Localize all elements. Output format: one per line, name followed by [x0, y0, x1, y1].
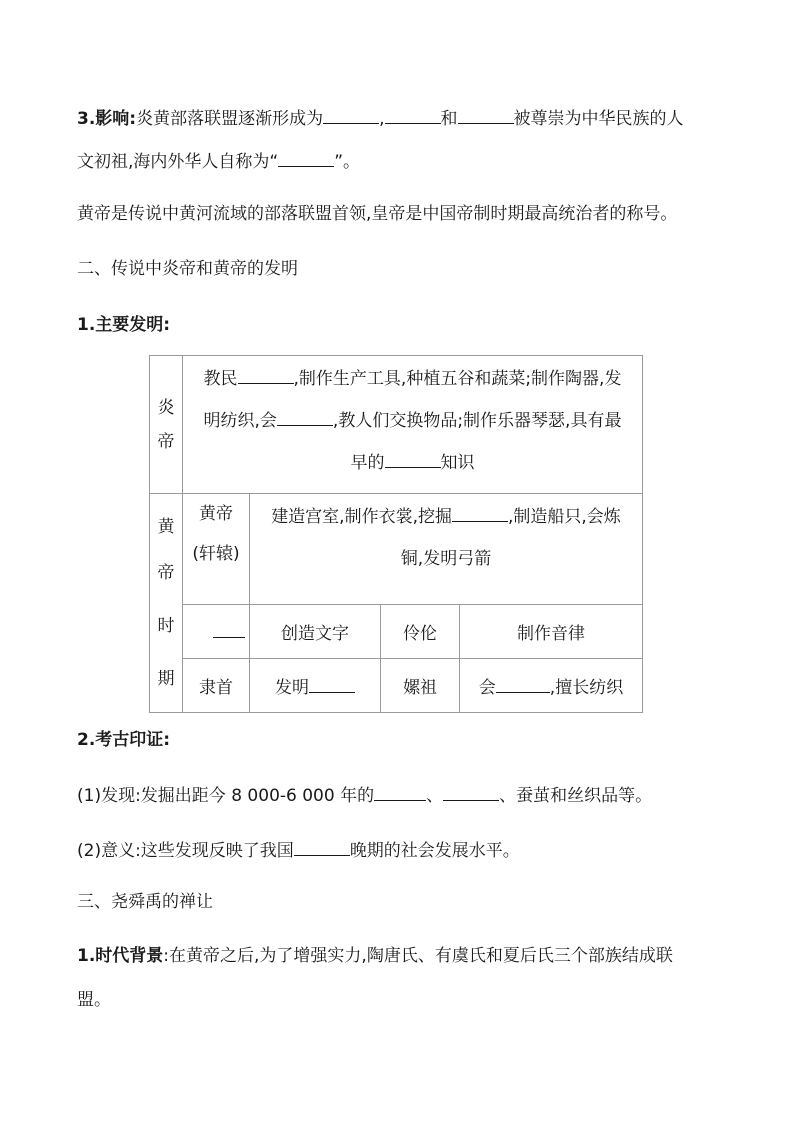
- section3-comma: ,: [379, 109, 385, 129]
- section3-line2: [77, 149, 360, 173]
- blank-14[interactable]: [294, 838, 350, 856]
- huangdi-text2: 铜,发明弓箭: [400, 549, 492, 569]
- yandi-text1b: ,制作生产工具,种植五谷和蔬菜;制作陶器,发: [293, 369, 622, 389]
- cangjie-blank-cell: [183, 605, 250, 659]
- meaning-text-b: 晚期的社会发展水平。: [349, 841, 520, 861]
- music-cell: 制作音律: [460, 605, 643, 659]
- blank-12[interactable]: [374, 783, 426, 801]
- huangdi-text1b: ,制造船只,会炼: [508, 507, 621, 527]
- blank-4[interactable]: [278, 149, 334, 167]
- inventions-label: 1.主要发明:: [77, 315, 171, 335]
- heading-abdication-section: 三、尧舜禹的禅让: [77, 892, 213, 912]
- huangdi-inventions-cell: [250, 494, 643, 605]
- yandi-text3a: 早的: [350, 453, 385, 473]
- blank-1[interactable]: [323, 106, 379, 124]
- huangdi-period-cell: [150, 494, 183, 713]
- period-char2: 帝: [157, 563, 175, 583]
- blank-3[interactable]: [458, 106, 514, 124]
- huangdi-name-cell: [183, 494, 250, 605]
- blank-8[interactable]: [452, 504, 508, 522]
- discovery-line: [77, 783, 652, 807]
- blank-7[interactable]: [385, 450, 441, 468]
- invent-text: 发明: [275, 678, 309, 698]
- create-text-cell: 创造文字: [250, 605, 381, 659]
- archaeology-label: 2.考古印证:: [77, 730, 171, 750]
- yandi-char1: 炎: [157, 397, 175, 418]
- hui-text: 会: [478, 678, 496, 698]
- huangdi-text1a: 建造宫室,制作衣裳,挖掘: [271, 507, 452, 527]
- blank-11[interactable]: [496, 675, 550, 693]
- section3-label: 3.影响:: [77, 109, 137, 129]
- period-char4: 期: [157, 669, 175, 689]
- discovery-sep: 、: [426, 786, 444, 806]
- background-line2: 盟。: [77, 990, 111, 1010]
- yandi-inventions-cell: [183, 356, 643, 494]
- yandi-text1a: 教民: [203, 369, 238, 389]
- section3-text4: 被尊崇为中华民族的人: [513, 109, 684, 129]
- background-text: :在黄帝之后,为了增强实力,陶唐氏、有虞氏和夏后氏三个部族结成联: [163, 946, 673, 966]
- meaning-text-a: (2)意义:这些发现反映了我国: [77, 841, 294, 861]
- period-char1: 黄: [157, 517, 175, 537]
- weaving-text: ,擅长纺织: [549, 678, 624, 698]
- blank-10[interactable]: [309, 675, 355, 693]
- linglun-cell: 伶伦: [381, 605, 460, 659]
- discovery-text-a: (1)发现:发掘出距今 8 000-6 000 年的: [77, 786, 375, 806]
- blank-6[interactable]: [277, 408, 333, 426]
- blank-13[interactable]: [443, 783, 499, 801]
- section3-line1: [77, 106, 684, 130]
- huangdi-alias: (轩辕): [192, 544, 240, 564]
- inventions-table: [149, 355, 643, 713]
- leizu-cell: 嫘祖: [381, 659, 460, 713]
- note-paragraph: 黄帝是传说中黄河流域的部落联盟首领,皇帝是中国帝制时期最高统治者的称号。: [77, 204, 678, 224]
- yandi-header-cell: [150, 356, 183, 494]
- blank-5[interactable]: [238, 366, 294, 384]
- discovery-text-b: 、蚕茧和丝织品等。: [499, 786, 653, 806]
- heading-inventions-section: 二、传说中炎帝和黄帝的发明: [77, 259, 298, 279]
- huangdi-name: 黄帝: [199, 504, 233, 524]
- blank-9[interactable]: [213, 620, 245, 638]
- lishou-cell: 隶首: [183, 659, 250, 713]
- section3-and: 和: [440, 109, 458, 129]
- section3-text5: 文初祖,海内外华人自称为“: [77, 152, 279, 172]
- section3-text6: ”。: [334, 152, 361, 172]
- period-char3: 时: [157, 616, 175, 636]
- yandi-text2b: ,教人们交换物品;制作乐器琴瑟,具有最: [332, 411, 622, 431]
- yandi-text2a: 明纺织,会: [203, 411, 277, 431]
- blank-2[interactable]: [385, 106, 441, 124]
- yandi-text3b: 知识: [440, 453, 475, 473]
- meaning-line: [77, 838, 520, 862]
- invent-cell: [250, 659, 381, 713]
- section3-text1: 炎黄部落联盟逐渐形成为: [136, 109, 324, 129]
- background-label: 1.时代背景: [77, 946, 164, 966]
- background-line1: [77, 945, 673, 967]
- yandi-char2: 帝: [157, 431, 175, 452]
- weaving-cell: [460, 659, 643, 713]
